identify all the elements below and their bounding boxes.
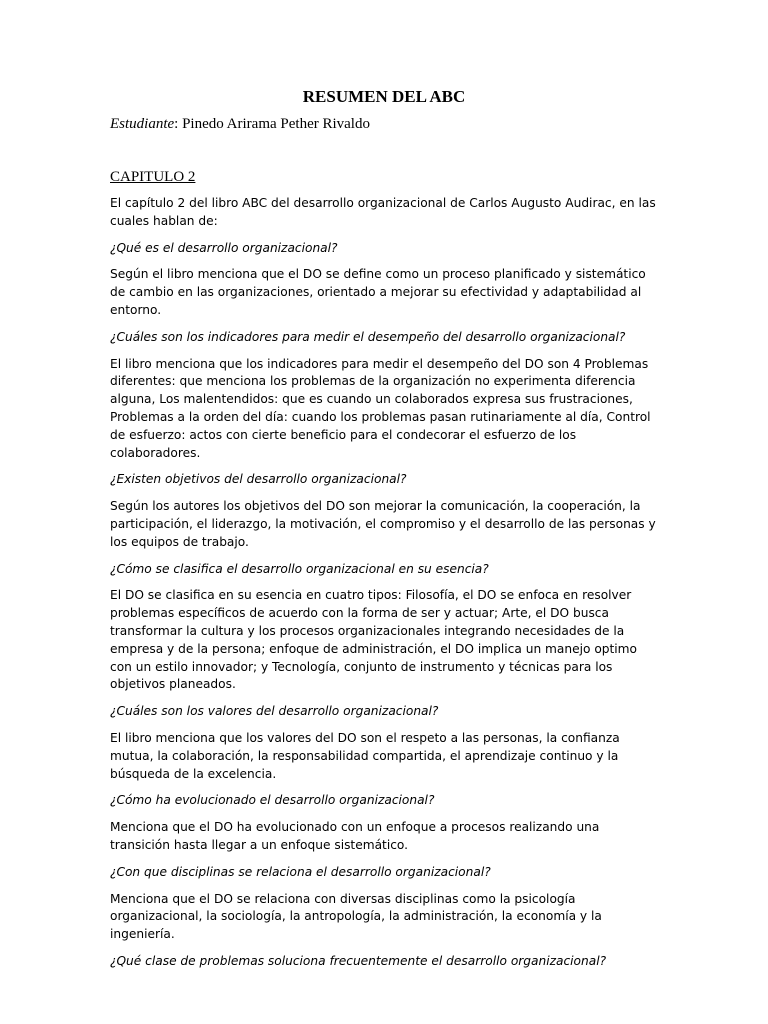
chapter-heading: CAPITULO 2 [110,169,196,185]
question-6: ¿Cómo ha evolucionado el desarrollo organizacional? [110,793,435,808]
question-5: ¿Cuáles son los valores del desarrollo organizacional? [110,704,439,719]
answer-5: El libro menciona que los valores del DO son el respeto a las personas, la confianza mutua, la colaboración, la responsabilidad compartida, el aprendizaje continuo y la búsqueda de la excelencia. [110,730,620,781]
question-4: ¿Cómo se clasifica el desarrollo organizacional en su esencia? [110,561,489,576]
answer-7: Menciona que el DO se relaciona con diversas disciplinas como la psicología organizacional, la sociología, la antropología, la administración, la economía y la ingeniería. [110,891,602,942]
answer-3: Según los autores los objetivos del DO son mejorar la comunicación, la cooperación, la participación, el liderazgo, la motivación, el compromiso y el desarrollo de las personas y los equipos de trabajo. [110,499,656,549]
student-name: : Pinedo Arirama Pether Rivaldo [174,116,370,132]
student-label: Estudiante [110,116,175,132]
question-1: ¿Qué es el desarrollo organizacional? [110,240,338,255]
question-8: ¿Qué clase de problemas soluciona frecuentemente el desarrollo organizacional? [110,953,607,968]
answer-2: El libro menciona que los indicadores para medir el desempeño del DO son 4 Problemas diferentes: que menciona los problemas de la organización no experimenta diferencia alguna, Los malentendidos: que es cuando un colaborados expresa sus frustraciones, Problemas a la orden del día: cuando los problemas pasan rutinariamente al día, Control de esfuerzo: actos con cierte beneficio para el condecorar el esfuerzo de los colaboradores. [110,356,651,460]
intro-paragraph: El capítulo 2 del libro ABC del desarrollo organizacional de Carlos Augusto Audirac, en las cuales hablan de: [110,196,656,228]
question-3: ¿Existen objetivos del desarrollo organizacional? [110,472,407,487]
answer-6: Menciona que el DO ha evolucionado con un enfoque a procesos realizando una transición hasta llegar a un enfoque sistemático. [110,820,600,852]
answer-4: El DO se clasifica en su esencia en cuatro tipos: Filosofía, el DO se enfoca en resolver problemas específicos de acuerdo con la forma de ser y actuar; Arte, el DO busca transformar la cultura y los procesos organizacionales integrando necesidades de la empresa y de la persona; enfoque de administración, el DO implica un manejo optimo con un estilo innovador; y Tecnología, conjunto de instrumento y técnicas para los objetivos planeados. [110,588,638,692]
answer-1: Según el libro menciona que el DO se define como un proceso planificado y sistemático de cambio en las organizaciones, orientado a mejorar su efectividad y adaptabilidad al entorno. [110,267,646,317]
question-2: ¿Cuáles son los indicadores para medir el desempeño del desarrollo organizacional? [110,329,626,344]
document-title: RESUMEN DEL ABC [302,87,466,106]
question-7: ¿Con que disciplinas se relaciona el desarrollo organizacional? [110,864,491,879]
student-line [110,114,658,134]
